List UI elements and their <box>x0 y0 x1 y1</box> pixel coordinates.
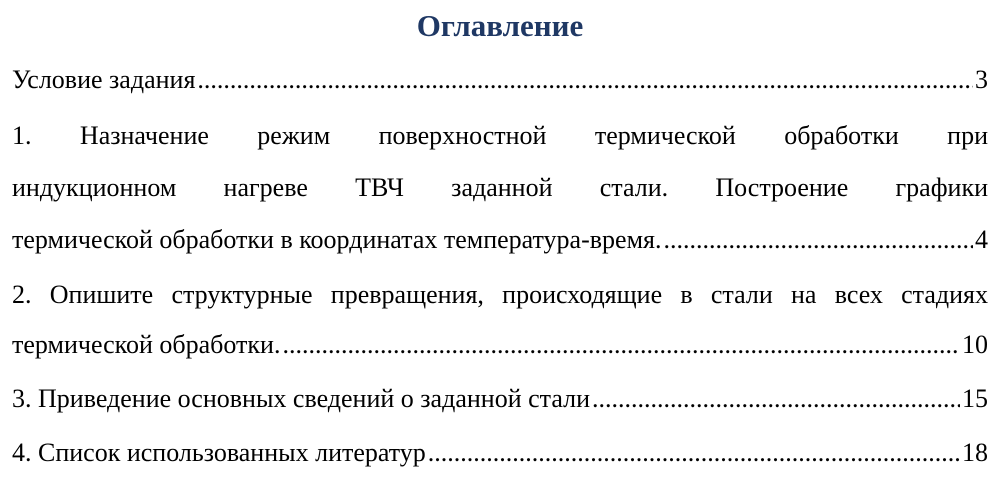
toc-page-number: 3 <box>975 65 988 94</box>
toc-entry-2-line-1[interactable]: 2. Опишите структурные превращения, происходящие в стали на всех стадиях <box>12 280 988 309</box>
dot-leader <box>592 383 960 415</box>
dot-leader <box>428 437 960 469</box>
toc-page-number: 10 <box>962 330 988 359</box>
toc-entry-text: Условие задания <box>12 65 196 94</box>
toc-entry-text: термической обработки в координатах температура-время. <box>12 225 662 254</box>
dot-leader <box>197 64 973 96</box>
toc-page-number: 15 <box>962 384 988 413</box>
toc-entry-2-line-2[interactable] <box>12 329 988 361</box>
toc-entry-4[interactable] <box>12 437 988 469</box>
toc-page-number: 4 <box>975 225 988 254</box>
toc-page-number: 18 <box>962 438 988 467</box>
toc-entry-1-line-2[interactable]: индукционном нагреве ТВЧ заданной стали. Построение графики <box>12 173 988 202</box>
toc-entry-text: термической обработки. <box>12 330 281 359</box>
toc-entry-3[interactable] <box>12 383 988 415</box>
toc-title: Оглавление <box>416 8 584 43</box>
dot-leader <box>663 224 973 256</box>
dot-leader <box>282 329 960 361</box>
toc-entry-1-line-3[interactable] <box>12 224 988 256</box>
toc-entry-text: 4. Список использованных литератур <box>12 438 426 467</box>
toc-entry-text: 3. Приведение основных сведений о заданной стали <box>12 384 590 413</box>
toc-entry-1-line-1[interactable]: 1. Назначение режим поверхностной термической обработки при <box>12 121 988 150</box>
toc-entry-task-conditions[interactable] <box>12 64 988 96</box>
